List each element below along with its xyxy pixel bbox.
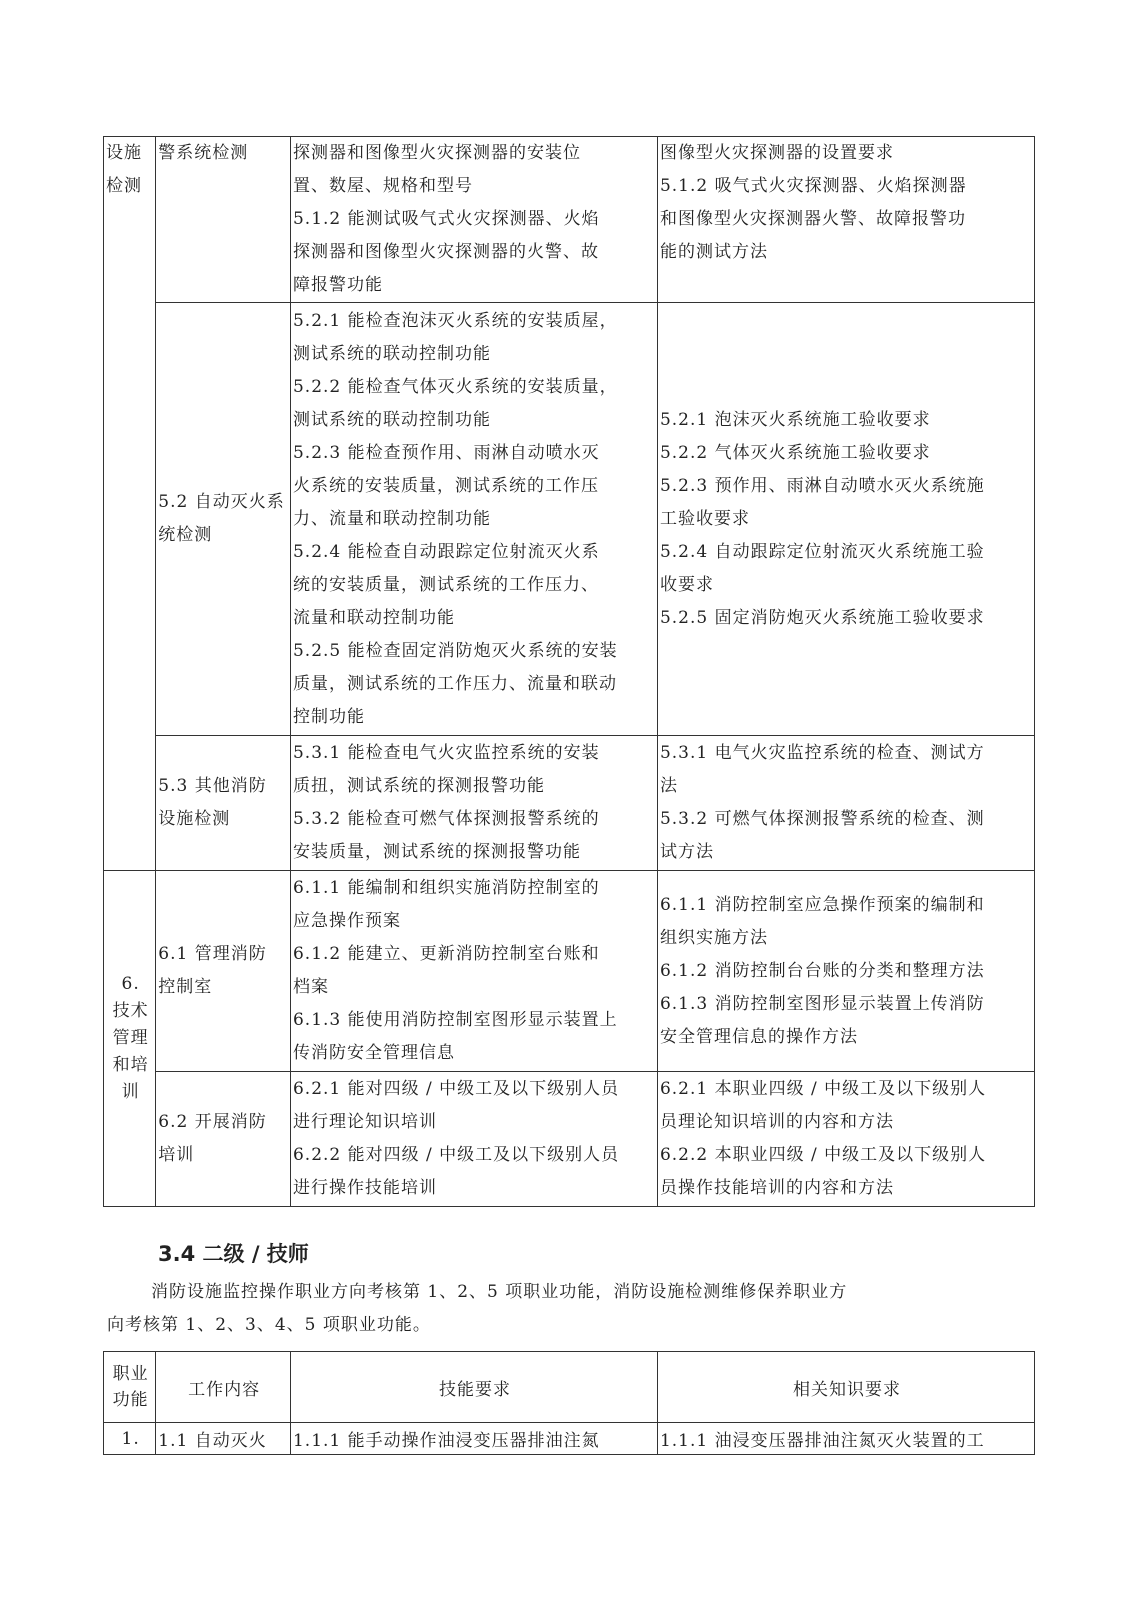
skills-table-level2 [103,1351,1035,1455]
skills-cell: 5.2.1 能检查泡沫灭火系统的安装质屋， 测试系统的联动控制功能 5.2.2 能检查气体灭火系统的安装质量， 测试系统的联动控制功能 5.2.3 能检查预作用、雨淋自动喷水灭 火系统的安装质量，测试系统的工作压 力、流量和联动控制功能 5.2.4 能检查自动跟踪定位射流灭火系 统的安装质量，测试系统的工作压力、 流量和联动控制功能 5.2.5 能检查固定消防炮灭火系统的安装 质量，测试系统的工作压力、流量和联动 控制功能 [290,303,657,736]
section-title: 3.4 二级 / 技师 [158,1242,309,1266]
skills-cell: 6.1.1 能编制和组织实施消防控制室的 应急操作预案 6.1.2 能建立、更新消防控制室台账和 档案 6.1.3 能使用消防控制室图形显示装置上 传消防安全管理信息 [290,871,657,1072]
table-row [104,871,1035,1072]
table-row [104,1072,1035,1207]
work-content-cell: 6.2 开展消防 培训 [156,1072,291,1207]
knowledge-cell: 5.2.1 泡沫灭火系统施工验收要求 5.2.2 气体灭火系统施工验收要求 5.2.3 预作用、雨淋自动喷水灭火系统施 工验收要求 5.2.4 自动跟踪定位射流灭火系统施工验 收要求 5.2.5 固定消防炮灭火系统施工验收要求 [657,303,1034,736]
work-content-cell: 警系统检测 [156,137,291,303]
work-content-cell: 6.1 管理消防 控制室 [156,871,291,1072]
skills-cell: 探测器和图像型火灾探测器的安装位 置、数屋、规格和型号 5.1.2 能测试吸气式火灾探测器、火焰 探测器和图像型火灾探测器的火警、故 障报警功能 [290,137,657,303]
table-header-row [104,1352,1035,1423]
table-row [104,736,1035,871]
knowledge-cell: 5.3.1 电气火灾监控系统的检查、测试方 法 5.3.2 可燃气体探测报警系统的检查、测 试方法 [657,736,1034,871]
work-content-cell: 5.2 自动灭火系 统检测 [156,303,291,736]
table-row [104,1423,1035,1455]
header-knowledge: 相关知识要求 [657,1352,1034,1423]
table-row [104,137,1035,303]
header-skills: 技能要求 [290,1352,657,1423]
knowledge-cell: 6.2.1 本职业四级 / 中级工及以下级别人 员理论知识培训的内容和方法 6.2.2 本职业四级 / 中级工及以下级别人 员操作技能培训的内容和方法 [657,1072,1034,1207]
skills-cell: 6.2.1 能对四级 / 中级工及以下级别人员 进行理论知识培训 6.2.2 能对四级 / 中级工及以下级别人员 进行操作技能培训 [290,1072,657,1207]
work-content-cell: 5.3 其他消防 设施检测 [156,736,291,871]
table-row [104,303,1035,736]
function-cell: 设施 检测 [104,137,156,871]
skills-table-continued [103,136,1035,1207]
knowledge-cell: 1.1.1 油浸变压器排油注氮灭火装置的工 [657,1423,1034,1455]
knowledge-cell: 6.1.1 消防控制室应急操作预案的编制和 组织实施方法 6.1.2 消防控制台台账的分类和整理方法 6.1.3 消防控制室图形显示装置上传消防 安全管理信息的操作方法 [657,871,1034,1072]
section-paragraph: 消防设施监控操作职业方向考核第 1、2、5 项职业功能，消防设施检测维修保养职业方 向考核第 1、2、3、4、5 项职业功能。 [107,1282,848,1335]
work-content-cell: 1.1 自动灭火 [156,1423,291,1455]
header-work-content: 工作内容 [156,1352,291,1423]
skills-cell: 5.3.1 能检查电气火灾监控系统的安装 质扭，测试系统的探测报警功能 5.3.2 能检查可燃气体探测报警系统的 安装质量，测试系统的探测报警功能 [290,736,657,871]
function-6-cell: 6. 技术 管理 和培 训 [104,871,156,1207]
function-cell: 1. [104,1423,156,1455]
skills-cell: 1.1.1 能手动操作油浸变压器排油注氮 [290,1423,657,1455]
header-function: 职业 功能 [104,1352,156,1423]
knowledge-cell: 图像型火灾探测器的设置要求 5.1.2 吸气式火灾探测器、火焰探测器 和图像型火灾探测器火警、故障报警功 能的测试方法 [657,137,1034,303]
